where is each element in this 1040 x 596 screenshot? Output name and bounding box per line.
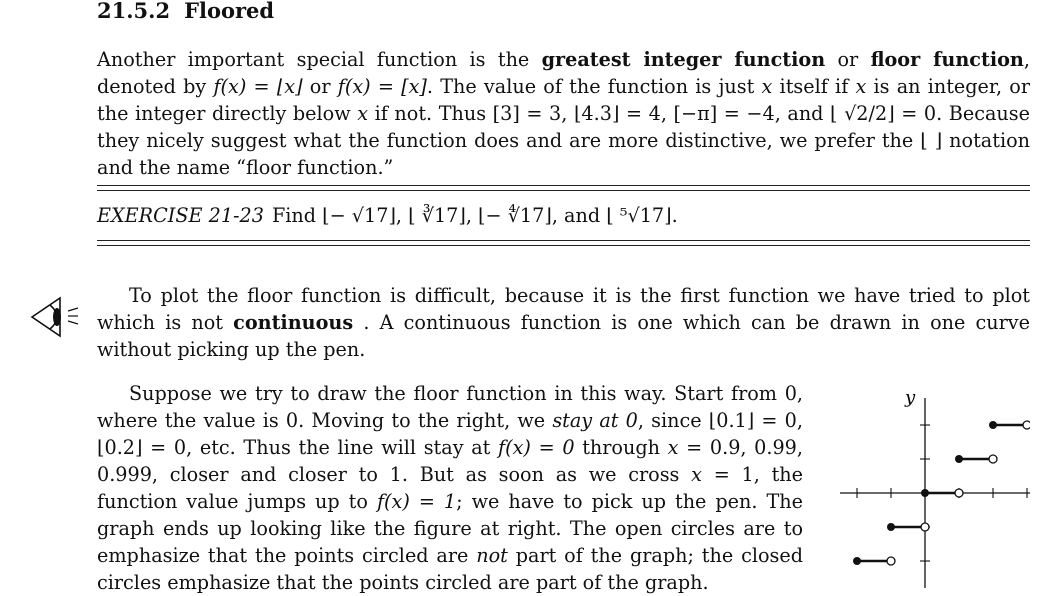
text-run: ; we have to pick up the pen. The graph ends up looking like the figure at right. The open circles are to emphasize that the points circled are xyxy=(97,490,803,567)
term-continuous: continuous xyxy=(233,311,354,334)
term-greatest-integer: greatest integer function xyxy=(541,48,826,71)
exercise-bottom-rule-2 xyxy=(97,245,1030,246)
term-floor-function: floor function xyxy=(870,48,1024,71)
exercise-top-rule xyxy=(97,185,1030,186)
math-fx1: f(x) = ⌊x⌋ xyxy=(213,75,303,98)
paragraph-continuity xyxy=(97,282,1030,363)
text-run: part of the graph; the closed circles emphasize that the points circled are part of the graph. xyxy=(97,544,803,594)
math-x: x xyxy=(667,436,679,459)
exercise-text: Find ⌊− √17⌋, ⌊ ∛17⌋, ⌊− ∜17⌋, and ⌊ ⁵√17⌋. xyxy=(271,204,678,227)
open-point xyxy=(989,455,997,463)
text-run: = 1, the function value jumps up to xyxy=(97,463,803,513)
closed-point xyxy=(853,557,861,565)
math-x: x xyxy=(357,102,369,125)
text-run: . A continuous function is one which can be drawn in one curve without picking up the pen. xyxy=(97,311,1030,361)
text-run: , denoted by xyxy=(97,48,1030,98)
text-run: To plot the floor function is difficult, because it is the first function we have tried to plot which is not xyxy=(97,284,1030,334)
closed-point xyxy=(887,523,895,531)
section-heading xyxy=(97,0,274,23)
open-point xyxy=(921,523,929,531)
text-run: Another important special function is the xyxy=(97,48,542,71)
eye-icon xyxy=(12,292,92,340)
exercise-top-rule-2 xyxy=(97,190,1030,191)
paragraph-floor-definition xyxy=(97,46,1030,181)
text-run: . The value of the function is just xyxy=(426,75,762,98)
section-title: Floored xyxy=(184,0,275,23)
math-x: x xyxy=(691,463,702,486)
paragraph-drawing-floor xyxy=(97,380,803,596)
closed-point xyxy=(921,489,929,497)
emphasis-stay-at-0: stay at 0 xyxy=(552,409,638,432)
y-axis-label: y xyxy=(905,387,916,408)
exercise-bottom-rule xyxy=(97,240,1030,241)
text-run: = 0.9, 0.99, 0.999, closer and closer to 1. But as soon as we cross xyxy=(97,436,803,486)
text-run: , since ⌊0.1⌋ = 0, ⌊0.2⌋ = 0, etc. Thus the line will stay at xyxy=(97,409,803,459)
floor-function-graph xyxy=(820,378,1030,593)
closed-point xyxy=(989,421,997,429)
section-number: 21.5.2 xyxy=(97,0,171,23)
math-x: x xyxy=(761,75,773,98)
open-point xyxy=(887,557,895,565)
math-x: x xyxy=(855,75,867,98)
text-run: if not. Thus [3] = 3, ⌊4.3⌋ = 4, [−π] = −4, and ⌊ √2/2⌋ = 0. Because they nicely suggest what the function does and are more distinctive, we prefer the ⌊ ⌋ notation and the name “floor function.” xyxy=(97,102,1030,179)
math-fx1-value: f(x) = 1 xyxy=(376,490,457,513)
text-run: itself if xyxy=(772,75,856,98)
open-point xyxy=(1023,421,1030,429)
exercise-box xyxy=(97,204,1030,227)
text-run: Suppose we try to draw the floor function in this way. Start from 0, where the value is 0. Moving to the right, we xyxy=(97,382,803,432)
text-run: through xyxy=(574,436,668,459)
emphasis-not: not xyxy=(476,544,508,567)
text-run: or xyxy=(825,48,871,71)
closed-point xyxy=(955,455,963,463)
math-fx2: f(x) = [x] xyxy=(337,75,427,98)
exercise-label: EXERCISE 21-23 xyxy=(97,204,264,227)
text-run: or xyxy=(302,75,338,98)
math-fx0: f(x) = 0 xyxy=(498,436,575,459)
open-point xyxy=(955,489,963,497)
text-run: is an integer, or the integer directly below xyxy=(97,75,1031,125)
